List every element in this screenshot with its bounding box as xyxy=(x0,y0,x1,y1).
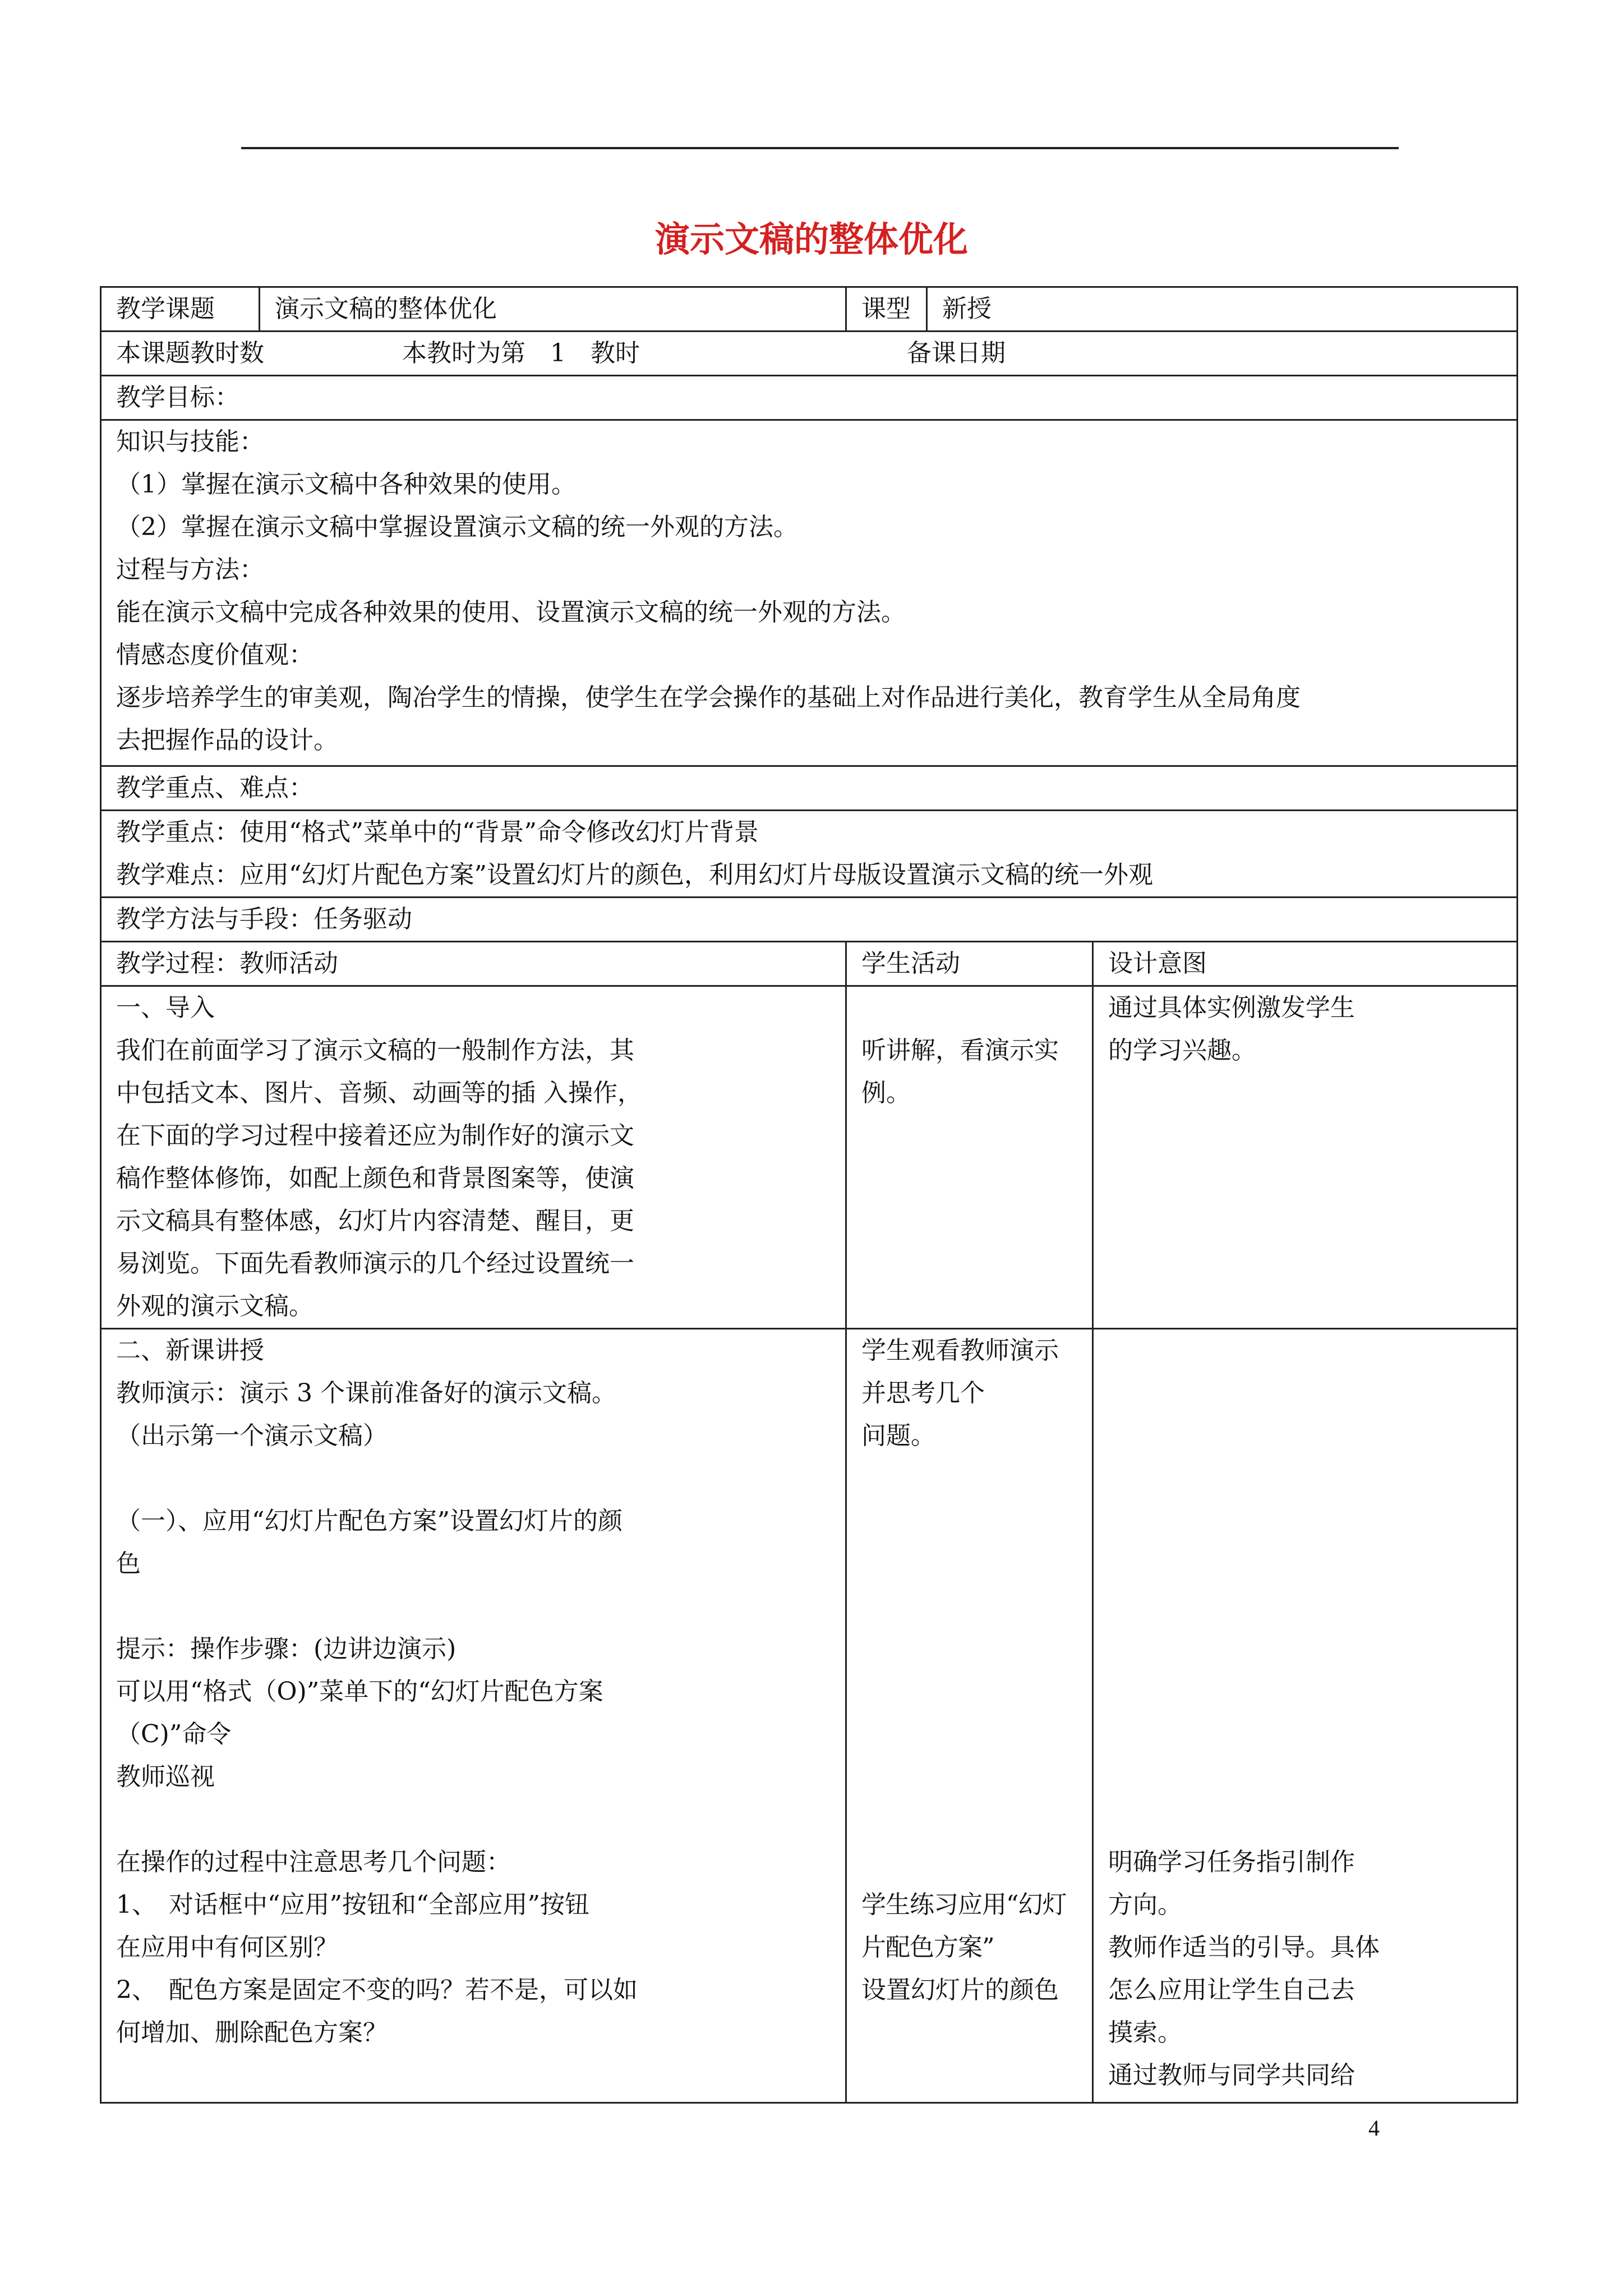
goal-line: 过程与方法： xyxy=(116,555,264,584)
current-lesson-label: 本教时为第 1 教时 xyxy=(402,339,640,367)
new-lesson-line: 色 xyxy=(116,1549,141,1578)
goals-header: 教学目标： xyxy=(101,376,1518,420)
design-intent-header: 设计意图 xyxy=(1093,942,1518,986)
intro-student-cell xyxy=(846,986,1093,1329)
intro-line: 在下面的学习过程中接着还应为制作好的演示文 xyxy=(116,1121,634,1150)
new-lesson-design-line: 通过教师与同学共同给 xyxy=(1108,2061,1355,2090)
goal-line: （2）掌握在演示文稿中掌握设置演示文稿的统一外观的方法。 xyxy=(116,513,798,541)
intro-line: 稿作整体修饰，如配上颜色和背景图案等，使演 xyxy=(116,1164,634,1193)
intro-line: 外观的演示文稿。 xyxy=(116,1292,313,1320)
new-lesson-student-line: 设置幻灯片的颜色 xyxy=(861,1976,1059,2004)
lesson-type-value: 新授 xyxy=(927,287,1518,332)
process-header-row xyxy=(101,942,1518,986)
new-lesson-line: （C)”命令 xyxy=(116,1720,232,1749)
hours-row xyxy=(101,332,1518,376)
method-row xyxy=(101,898,1518,942)
prep-date-label: 备课日期 xyxy=(907,339,1006,367)
new-lesson-line: 在操作的过程中注意思考几个问题： xyxy=(116,1848,511,1876)
new-lesson-design-cell xyxy=(1093,1329,1518,2103)
new-lesson-design-line: 方向。 xyxy=(1108,1890,1182,1919)
key-points-header-row xyxy=(101,766,1518,811)
new-lesson-line: （一）、应用“幻灯片配色方案”设置幻灯片的颜 xyxy=(116,1507,623,1535)
intro-row xyxy=(101,986,1518,1329)
new-lesson-line: 教师巡视 xyxy=(116,1763,215,1791)
new-lesson-line: 提示：操作步骤：(边讲边演示) xyxy=(116,1635,457,1663)
new-lesson-line: 1、 对话框中“应用”按钮和“全部应用”按钮 xyxy=(116,1890,589,1919)
intro-line: 我们在前面学习了演示文稿的一般制作方法，其 xyxy=(116,1036,634,1065)
goal-line: 逐步培养学生的审美观，陶冶学生的情操，使学生在学会操作的基础上对作品进行美化，教育学生从全局角度 xyxy=(116,683,1301,712)
new-lesson-line: （出示第一个演示文稿） xyxy=(116,1421,388,1450)
new-lesson-design-line: 教师作适当的引导。具体 xyxy=(1108,1933,1380,1962)
new-lesson-line: 在应用中有何区别？ xyxy=(116,1933,338,1962)
key-points-body xyxy=(101,811,1518,898)
new-lesson-line: 2、 配色方案是固定不变的吗？若不是，可以如 xyxy=(116,1976,638,2004)
new-lesson-student-line: 学生观看教师演示并思考几个 xyxy=(861,1336,1059,1407)
hours-cell xyxy=(101,332,1518,376)
goal-line: 情感态度价值观： xyxy=(116,641,313,669)
goal-line: （1）掌握在演示文稿中各种效果的使用。 xyxy=(116,470,576,499)
intro-design-cell xyxy=(1093,986,1518,1329)
new-lesson-line: 何增加、删除配色方案？ xyxy=(116,2018,388,2047)
goal-line: 去把握作品的设计。 xyxy=(116,726,338,754)
goal-line: 知识与技能： xyxy=(116,427,264,456)
student-activity-header: 学生活动 xyxy=(846,942,1093,986)
intro-line: 示文稿具有整体感，幻灯片内容清楚、醒目，更 xyxy=(116,1207,634,1235)
topic-row xyxy=(101,287,1518,332)
new-lesson-design-line: 明确学习任务指引制作 xyxy=(1108,1848,1355,1876)
new-lesson-design-line: 摸索。 xyxy=(1108,2018,1182,2047)
page-title: 演示文稿的整体优化 xyxy=(654,219,968,260)
goals-header-row xyxy=(101,376,1518,420)
new-lesson-teacher-cell xyxy=(101,1329,846,2103)
goals-body xyxy=(101,420,1518,766)
hours-label: 本课题教时数 xyxy=(116,339,264,367)
intro-line: 易浏览。下面先看教师演示的几个经过设置统一 xyxy=(116,1249,634,1278)
topic-label: 教学课题 xyxy=(101,287,260,332)
key-points-body-row xyxy=(101,811,1518,898)
intro-line: 一、导入 xyxy=(116,993,215,1022)
key-points-header: 教学重点、难点： xyxy=(101,766,1518,811)
goal-line: 能在演示文稿中完成各种效果的使用、设置演示文稿的统一外观的方法。 xyxy=(116,598,906,627)
new-lesson-row xyxy=(101,1329,1518,2103)
new-lesson-student-line: 学生练习应用“幻灯片配色方案” xyxy=(861,1890,1067,1962)
page-number: 4 xyxy=(1368,2115,1380,2141)
new-lesson-line: 教师演示：演示 3 个课前准备好的演示文稿。 xyxy=(116,1379,616,1407)
lesson-plan-table xyxy=(100,286,1518,2104)
new-lesson-student-cell xyxy=(846,1329,1093,2103)
goals-body-row xyxy=(101,420,1518,766)
intro-line: 中包括文本、图片、音频、动画等的插 入操作， xyxy=(116,1079,642,1107)
teacher-activity-header: 教学过程：教师活动 xyxy=(101,942,846,986)
method-cell: 教学方法与手段：任务驱动 xyxy=(101,898,1518,942)
difficulty-line: 教学难点：应用“幻灯片配色方案”设置幻灯片的颜色，利用幻灯片母版设置演示文稿的统一外观 xyxy=(116,861,1153,889)
intro-student-line: 听讲解，看演示实例。 xyxy=(861,1036,1059,1107)
intro-teacher-cell xyxy=(101,986,846,1329)
topic-value: 演示文稿的整体优化 xyxy=(260,287,846,332)
intro-design-line: 通过具体实例激发学生 xyxy=(1108,993,1355,1022)
new-lesson-line: 可以用“格式（O)”菜单下的“幻灯片配色方案 xyxy=(116,1677,603,1706)
new-lesson-line: 二、新课讲授 xyxy=(116,1336,264,1365)
new-lesson-design-line: 怎么应用让学生自己去 xyxy=(1108,1976,1355,2004)
header-rule xyxy=(241,147,1399,149)
lesson-type-label: 课型 xyxy=(846,287,927,332)
new-lesson-student-line: 问题。 xyxy=(861,1421,935,1450)
intro-design-line: 的学习兴趣。 xyxy=(1108,1036,1256,1065)
key-point-line: 教学重点：使用“格式”菜单中的“背景”命令修改幻灯片背景 xyxy=(116,818,759,846)
